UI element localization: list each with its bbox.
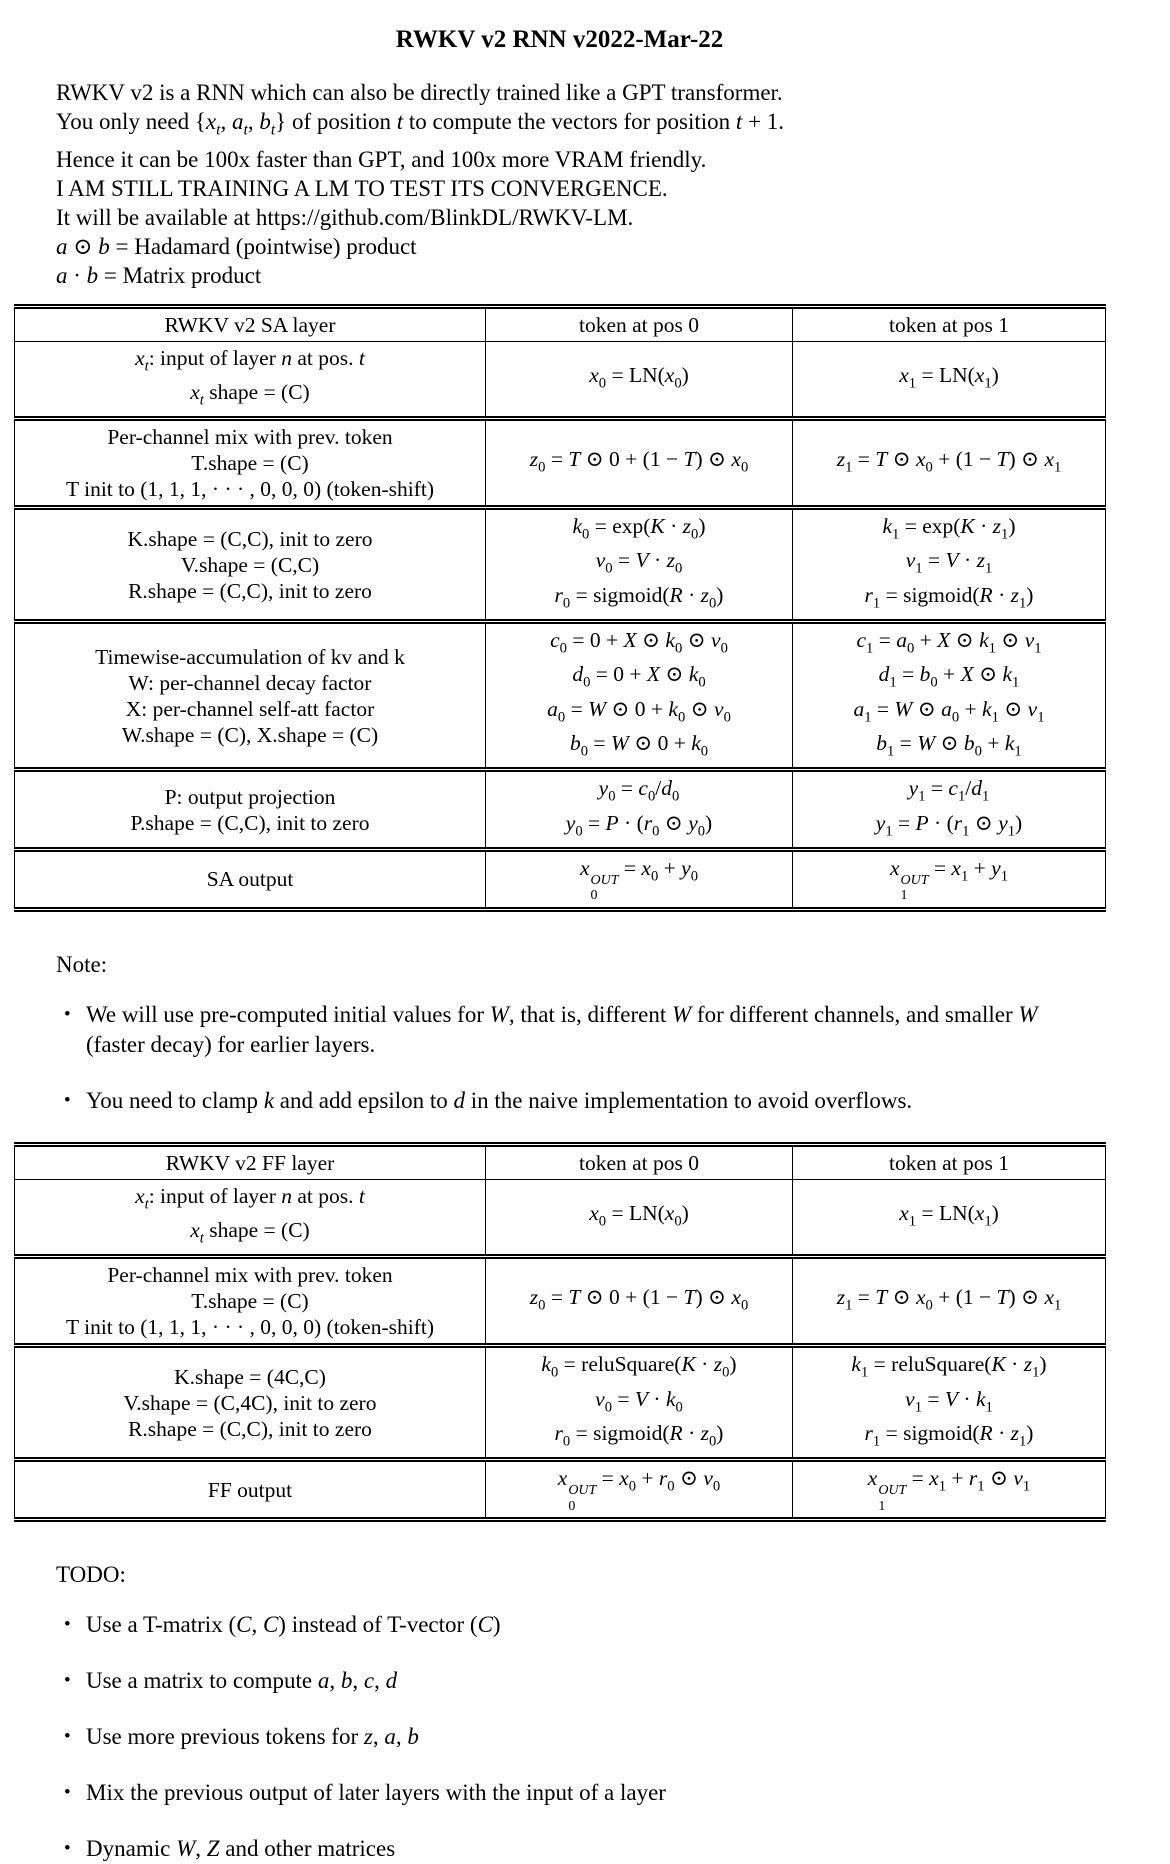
formula-cell-pos0 xyxy=(486,849,793,909)
formula-line: x OUT 0 = $x_0 + r_0$ ⊙ $v_0$ xyxy=(557,1466,721,1514)
note-heading: Note: xyxy=(56,951,108,977)
formula-line: x OUT 0 = $x_0 + y_0$ xyxy=(580,855,698,904)
formula-line: P: output projection xyxy=(164,784,336,809)
formula-line: $z_0 = T$ ⊙ 0 + (1 − T) ⊙ $x_0$ xyxy=(529,1285,749,1314)
formula-line: $d_1 = b_0 + X$ ⊙ $k_1$ xyxy=(878,662,1020,691)
bullet-item: • Use a T-matrix (C, C) instead of T-vector (C) xyxy=(62,1610,1087,1640)
table-row xyxy=(15,1346,1106,1460)
formula-cell-pos1 xyxy=(793,341,1106,419)
bullet-item: • Use more previous tokens for z, a, b xyxy=(62,1722,1087,1752)
todo-list xyxy=(62,1610,1170,1864)
row-label-cell xyxy=(15,1179,486,1257)
formula-line: $y_1 = P \cdot (r_1$ ⊙ $y_1$) xyxy=(875,810,1023,839)
formula-line: P.shape = (C,C), init to zero xyxy=(130,810,370,835)
column-header: token at pos 1 xyxy=(793,306,1106,341)
row-label-cell xyxy=(15,341,486,419)
formula-line: K.shape = (C,C), init to zero xyxy=(127,526,373,551)
formula-line: $v_0 = V \cdot k_0$ xyxy=(595,1386,683,1415)
row-label-cell xyxy=(15,770,486,850)
formula-line: W.shape = (C), X.shape = (C) xyxy=(121,722,379,747)
bullet-item: • We will use pre-computed initial values for W, that is, different W for different channels, and smaller W (faster decay) for earlier layers. xyxy=(62,1000,1087,1060)
formula-line: $r_0$ = sigmoid(R · $z_0$) xyxy=(554,1420,724,1450)
formula-line: $r_0$ = sigmoid(R · $z_0$) xyxy=(554,582,724,612)
row-label-cell xyxy=(15,419,486,508)
formula-line: $d_0 = 0 + X$ ⊙ $k_0$ xyxy=(572,662,706,691)
formula-cell-pos1 xyxy=(793,1346,1106,1460)
formula-line: $x_0 = LN(x_0)$ xyxy=(589,1200,689,1230)
table-row xyxy=(15,622,1106,770)
formula-line: $x_t$ shape = (C) xyxy=(190,379,310,409)
formula-line: Timewise-accumulation of kv and k xyxy=(95,644,405,669)
formula-line: $k_1$ = reluSquare(K · $z_1$) xyxy=(851,1352,1047,1381)
formula-line: $y_1 = c_1/d_1$ xyxy=(908,776,990,805)
formula-cell-pos1 xyxy=(793,1179,1106,1257)
formula-cell-pos0 xyxy=(486,1460,793,1520)
formula-line: $x_t$: input of layer n at pos. t xyxy=(135,1183,365,1213)
text-line: a ⊙ b = Hadamard (pointwise) product xyxy=(56,233,417,259)
text-line: It will be available at https://github.com/BlinkDL/RWKV-LM. xyxy=(56,204,634,230)
formula-cell-pos1 xyxy=(793,770,1106,850)
row-label-cell xyxy=(15,1460,486,1520)
formula-line: T.shape = (C) xyxy=(191,451,309,476)
formula-line: $z_1 = T$ ⊙ $x_0 + (1 - T)$ ⊙ $x_1$ xyxy=(836,1285,1062,1314)
formula-line: R.shape = (C,C), init to zero xyxy=(128,578,372,603)
formula-line: x OUT 1 = $x_1 + r_1$ ⊙ $v_1$ xyxy=(867,1466,1031,1514)
formula-line: $k_0$ = reluSquare(K · $z_0$) xyxy=(541,1352,737,1381)
ff-layer-table xyxy=(14,1142,1106,1522)
table-header-row xyxy=(15,1144,1106,1179)
formula-cell-pos1 xyxy=(793,1257,1106,1346)
formula-cell-pos1 xyxy=(793,1460,1106,1520)
page-title: RWKV v2 RNN v2022-Mar-22 xyxy=(395,26,724,53)
text-line: Hence it can be 100x faster than GPT, and 100x more VRAM friendly. xyxy=(56,146,707,172)
formula-line: $v_1 = V \cdot z_1$ xyxy=(905,548,993,577)
formula-line: $x_t$ shape = (C) xyxy=(190,1218,310,1247)
formula-line: FF output xyxy=(207,1477,293,1502)
formula-line: K.shape = (4C,C) xyxy=(174,1364,326,1389)
sa-layer-table xyxy=(14,304,1106,912)
column-header: token at pos 0 xyxy=(486,1144,793,1179)
formula-line: $z_0 = T$ ⊙ 0 + (1 − T) ⊙ $x_0$ xyxy=(529,447,749,476)
table-row xyxy=(15,341,1106,419)
formula-cell-pos0 xyxy=(486,419,793,508)
formula-cell-pos0 xyxy=(486,1346,793,1460)
formula-line: $x_1 = LN(x_1)$ xyxy=(899,362,999,392)
formula-cell-pos0 xyxy=(486,622,793,770)
formula-line: $c_0 = 0 + X$ ⊙ $k_0$ ⊙ $v_0$ xyxy=(550,628,728,657)
bullet-item: • Mix the previous output of later layers with the input of a layer xyxy=(62,1778,1087,1808)
formula-line: $a_0 = W$ ⊙ $0 + k_0$ ⊙ $v_0$ xyxy=(547,696,731,725)
table-row xyxy=(15,849,1106,909)
formula-line: $a_1 = W$ ⊙ $a_0 + k_1$ ⊙ $v_1$ xyxy=(853,696,1045,725)
table-row xyxy=(15,1460,1106,1520)
table-row xyxy=(15,1179,1106,1257)
table-row xyxy=(15,419,1106,508)
text-line: RWKV v2 is a RNN which can also be directly trained like a GPT transformer. xyxy=(56,80,783,105)
text-line: a · b = Matrix product xyxy=(56,262,262,288)
formula-line: R.shape = (C,C), init to zero xyxy=(128,1416,372,1441)
formula-line: T.shape = (C) xyxy=(191,1289,309,1314)
formula-line: $r_1$ = sigmoid(R · $z_1$) xyxy=(864,582,1034,612)
text-line: I AM STILL TRAINING A LM TO TEST ITS CONVERGENCE. xyxy=(56,175,668,201)
formula-line: $c_1 = a_0 + X$ ⊙ $k_1$ ⊙ $v_1$ xyxy=(856,628,1042,657)
formula-line: $r_1$ = sigmoid(R · $z_1$) xyxy=(864,1420,1034,1450)
formula-line: $x_0 = LN(x_0)$ xyxy=(589,362,689,392)
table-row xyxy=(15,508,1106,622)
row-label-cell xyxy=(15,1257,486,1346)
formula-line: $x_t$: input of layer n at pos. t xyxy=(135,345,365,374)
formula-line: X: per-channel self-att factor xyxy=(125,696,375,721)
formula-cell-pos1 xyxy=(793,419,1106,508)
formula-line: $y_0 = P \cdot (r_0$ ⊙ $y_0$) xyxy=(565,810,713,839)
formula-cell-pos0 xyxy=(486,508,793,622)
formula-line: x OUT 1 = $x_1 + y_1$ xyxy=(890,855,1008,904)
column-header: RWKV v2 FF layer xyxy=(15,1144,486,1179)
formula-line: Per-channel mix with prev. token xyxy=(107,425,393,450)
column-header: RWKV v2 SA layer xyxy=(15,306,486,341)
text-line: You only need {$x_t$, $a_t$, $b_t$} of position t to compute the vectors for position t + 1. xyxy=(56,109,785,139)
formula-line: SA output xyxy=(206,867,294,892)
bullet-item: • Dynamic W, Z and other matrices xyxy=(62,1834,1087,1864)
formula-line: T init to (1, 1, 1, · · · , 0, 0, 0) (token-shift) xyxy=(65,1315,435,1340)
formula-line: $k_0 = \exp(K \cdot z_0)$ xyxy=(572,514,706,543)
formula-line: W: per-channel decay factor xyxy=(128,670,372,695)
formula-cell-pos1 xyxy=(793,849,1106,909)
bullet-item: • You need to clamp k and add epsilon to d in the naive implementation to avoid overflows. xyxy=(62,1086,1087,1116)
formula-cell-pos0 xyxy=(486,1179,793,1257)
column-header: token at pos 1 xyxy=(793,1144,1106,1179)
formula-line: $z_1 = T$ ⊙ $x_0 + (1 - T)$ ⊙ $x_1$ xyxy=(836,447,1062,476)
formula-cell-pos0 xyxy=(486,1257,793,1346)
column-header: token at pos 0 xyxy=(486,306,793,341)
row-label-cell xyxy=(15,622,486,770)
todo-heading: TODO: xyxy=(56,1562,126,1588)
intro-paragraph xyxy=(56,78,1170,290)
formula-line: $b_0 = W$ ⊙ $0 + k_0$ xyxy=(569,730,709,760)
formula-line: $v_1 = V \cdot k_1$ xyxy=(905,1386,993,1415)
formula-line: $y_0 = c_0/d_0$ xyxy=(598,776,680,805)
formula-line: $v_0 = V \cdot z_0$ xyxy=(595,548,683,577)
bullet-item: • Use a matrix to compute a, b, c, d xyxy=(62,1666,1087,1696)
row-label-cell xyxy=(15,508,486,622)
formula-line: V.shape = (C,4C), init to zero xyxy=(123,1390,377,1415)
formula-cell-pos0 xyxy=(486,341,793,419)
formula-line: $b_1 = W$ ⊙ $b_0 + k_1$ xyxy=(876,730,1022,760)
formula-line: $k_1 = \exp(K \cdot z_1)$ xyxy=(882,514,1016,543)
formula-cell-pos0 xyxy=(486,770,793,850)
formula-line: $x_1 = LN(x_1)$ xyxy=(899,1200,999,1230)
formula-cell-pos1 xyxy=(793,508,1106,622)
table-row xyxy=(15,770,1106,850)
table-row xyxy=(15,1257,1106,1346)
formula-line: T init to (1, 1, 1, · · · , 0, 0, 0) (token-shift) xyxy=(65,477,435,502)
table-header-row xyxy=(15,306,1106,341)
row-label-cell xyxy=(15,1346,486,1460)
formula-line: V.shape = (C,C) xyxy=(180,552,320,577)
formula-line: Per-channel mix with prev. token xyxy=(107,1263,393,1288)
note-list xyxy=(62,1000,1170,1116)
formula-cell-pos1 xyxy=(793,622,1106,770)
row-label-cell xyxy=(15,849,486,909)
